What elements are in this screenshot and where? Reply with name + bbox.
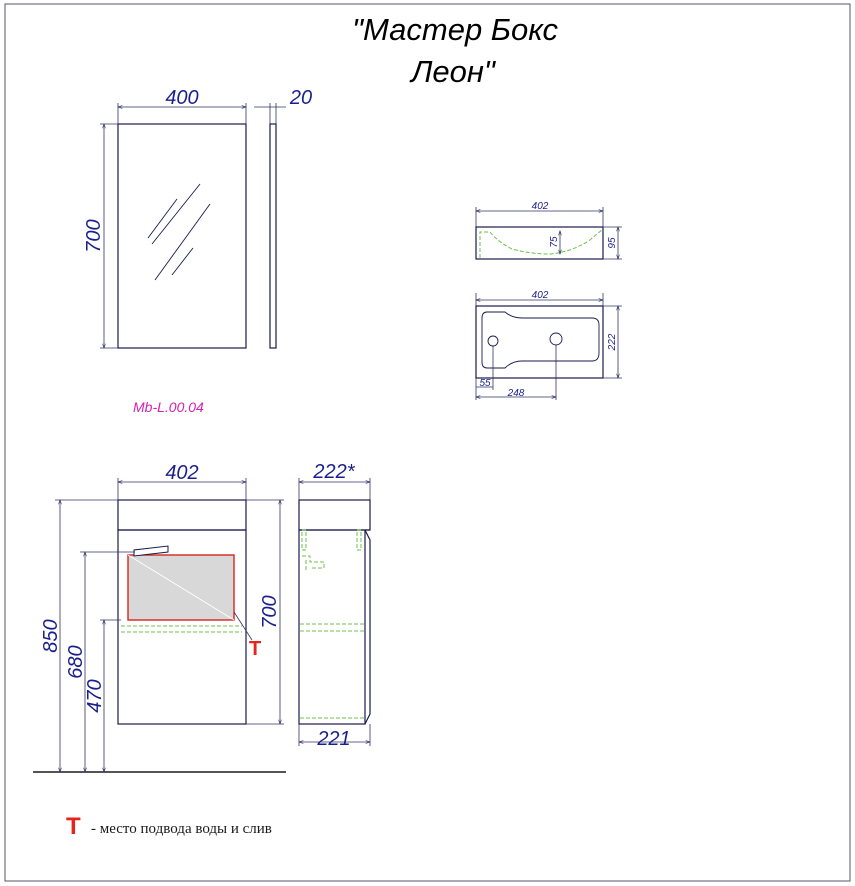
side-top-depth-label: 222* [313,461,355,483]
top-height-label: 680 [65,645,87,679]
mirror-glare-line [152,184,200,244]
cabinet-side-view [299,461,370,750]
title-line-1: "Мастер Бокс [351,12,559,47]
mirror-side-outline [270,124,276,348]
mirror-depth-label: 20 [289,87,313,109]
tap-hole-offset-label: 55 [479,378,491,389]
shelf-height-label: 470 [84,679,106,713]
basin-bowl-depth-label: 75 [549,236,560,248]
basin-top-width-label: 402 [531,290,549,301]
mirror-width-label: 400 [165,87,199,109]
basin-bowl-contour [482,312,599,368]
legend-mark: Т [66,813,81,840]
total-height-label: 850 [40,619,62,653]
basin-bowl-hidden-contour [480,230,602,258]
basin-top-view [476,290,622,400]
mirror-article-code: Mb-L.00.04 [133,399,204,415]
cabinet-width-label: 402 [165,462,199,484]
cabinet-side-body-outline [299,530,365,724]
hidden-bracket [357,530,361,550]
basin-side-height-label: 95 [607,237,618,249]
cabinet-side-top-outline [299,500,370,530]
drain-hole-circle [550,333,562,345]
title-block [352,12,559,89]
basin-front-outline [118,500,246,530]
basin-top-outline [476,306,603,378]
side-bottom-depth-label: 221 [317,728,351,750]
cabinet-front-view [33,462,286,772]
title-line-2: Леон" [411,54,495,89]
tap-hole-circle [488,336,498,346]
basin-side-view [476,201,622,259]
basin-side-outline [476,227,603,259]
hidden-siphon [302,556,324,570]
basin-side-width-label: 402 [531,201,549,212]
mirror-height-label: 700 [83,219,105,253]
sheet-frame [5,4,850,881]
legend-text: - место подвода воды и слив [91,821,272,837]
mirror-glare-line [155,204,210,280]
basin-top-depth-label: 222 [607,333,618,351]
legend [66,813,272,840]
hidden-bracket [302,530,306,550]
mirror-outline [118,124,246,348]
water-supply-mark: Т [249,638,262,660]
drain-offset-label: 248 [507,388,525,399]
door-side-line [365,530,370,724]
mirror-front-view [83,87,246,348]
body-height-label: 700 [259,595,281,629]
mirror-side-view [254,87,312,348]
